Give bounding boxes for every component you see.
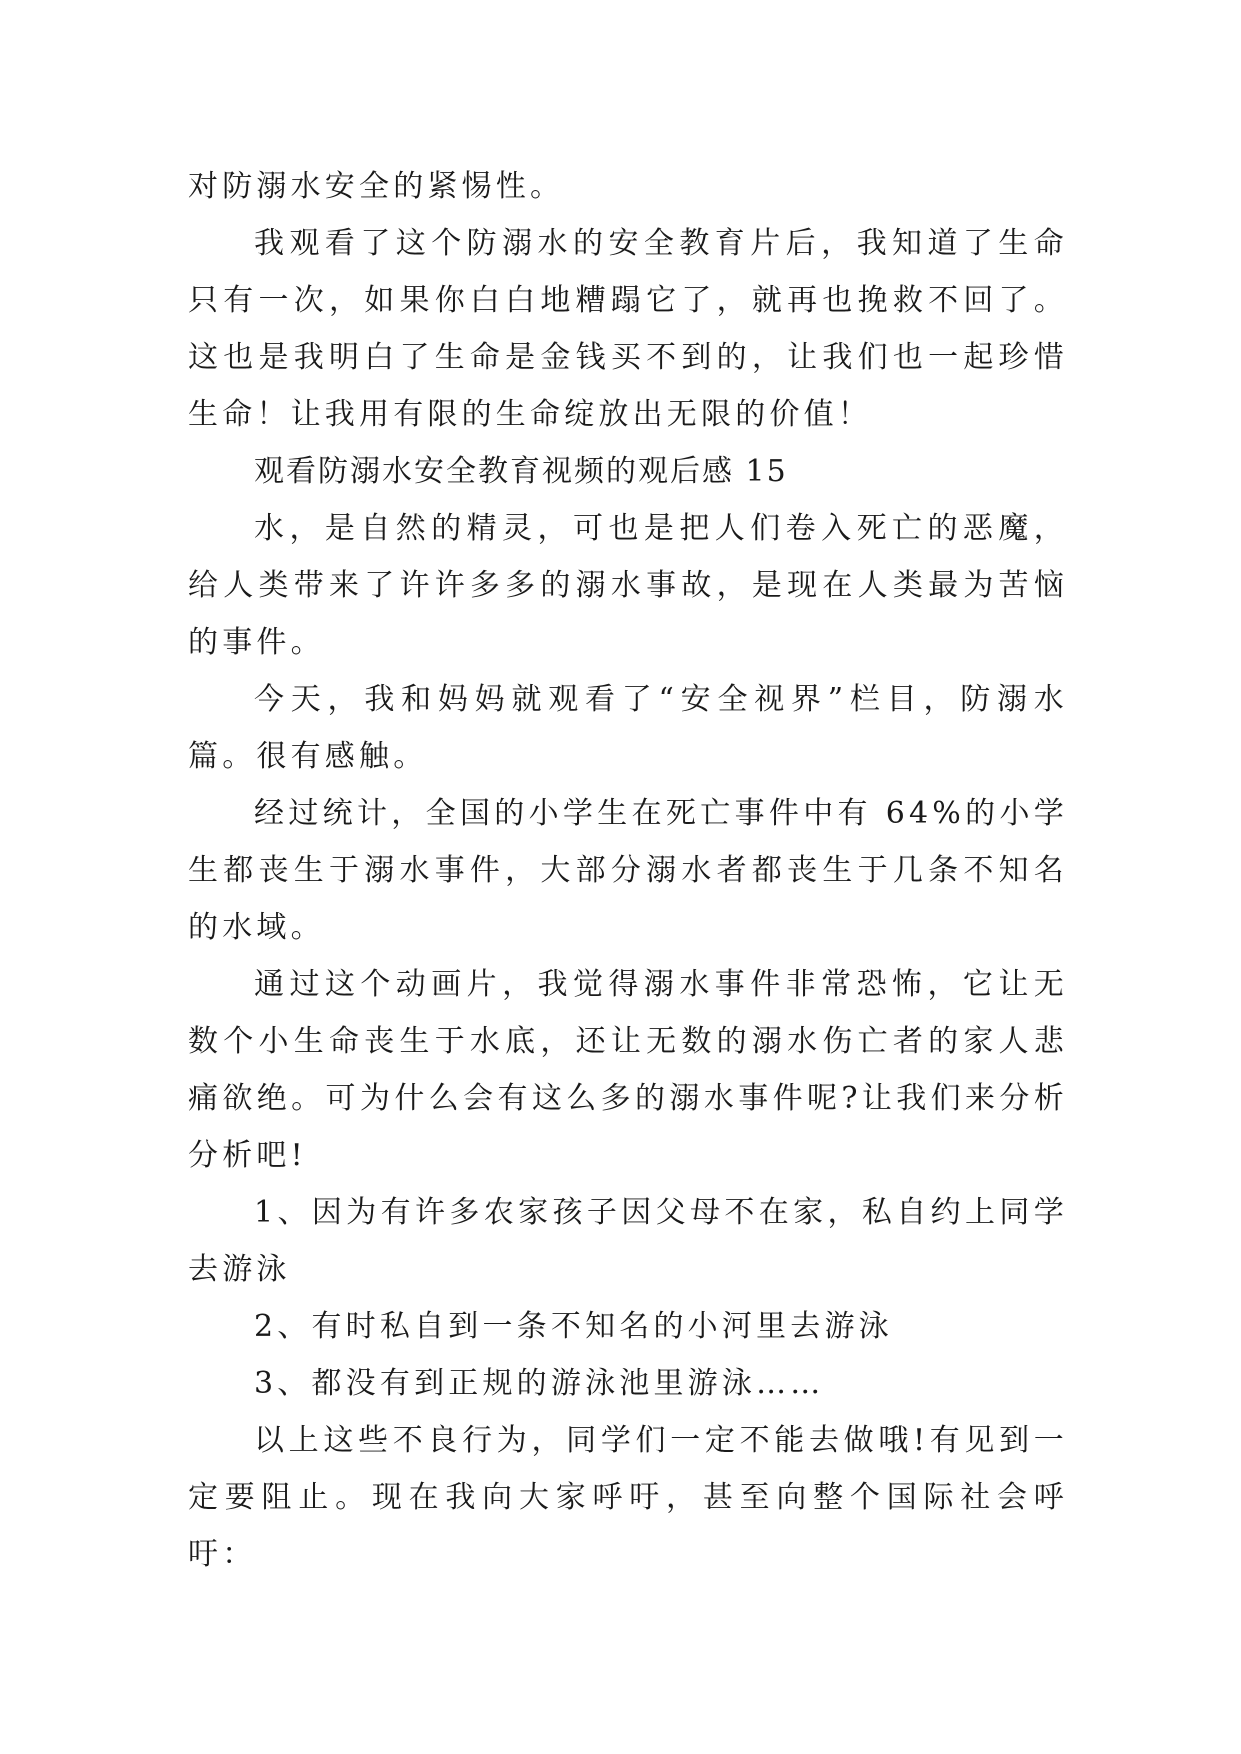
paragraph-1: 对防溺水安全的紧惕性。 bbox=[188, 169, 565, 204]
list-item-3: 3、都没有到正规的游泳池里游泳…… bbox=[254, 1366, 825, 1401]
paragraph-7: 以上这些不良行为，同学们一定不能去做哦!有见到一定要阻止。现在我向大家呼吁，甚至向整个国际社会呼吁： bbox=[188, 1423, 1068, 1572]
list-item-2: 2、有时私自到一条不知名的小河里去游泳 bbox=[254, 1309, 893, 1344]
paragraph-3: 水，是自然的精灵，可也是把人们卷入死亡的恶魔，给人类带来了许许多多的溺水事故，是现在人类最为苦恼的事件。 bbox=[188, 511, 1068, 660]
paragraph-4: 今天，我和妈妈就观看了“安全视界”栏目，防溺水篇。很有感触。 bbox=[188, 682, 1068, 774]
section-title: 观看防溺水安全教育视频的观后感 15 bbox=[254, 454, 788, 489]
paragraph-2: 我观看了这个防溺水的安全教育片后，我知道了生命只有一次，如果你白白地糟蹋它了，就再也挽救不回了。这也是我明白了生命是金钱买不到的，让我们也一起珍惜生命！让我用有限的生命绽放出无限的价值！ bbox=[188, 226, 1068, 432]
list-item-1: 1、因为有许多农家孩子因父母不在家，私自约上同学去游泳 bbox=[188, 1195, 1068, 1287]
paragraph-6: 通过这个动画片，我觉得溺水事件非常恐怖，它让无数个小生命丧生于水底，还让无数的溺水伤亡者的家人悲痛欲绝。可为什么会有这么多的溺水事件呢?让我们来分析分析吧! bbox=[188, 967, 1068, 1173]
document-body bbox=[188, 158, 1068, 1583]
paragraph-5: 经过统计，全国的小学生在死亡事件中有 64%的小学生都丧生于溺水事件，大部分溺水者都丧生于几条不知名的水域。 bbox=[188, 796, 1068, 945]
